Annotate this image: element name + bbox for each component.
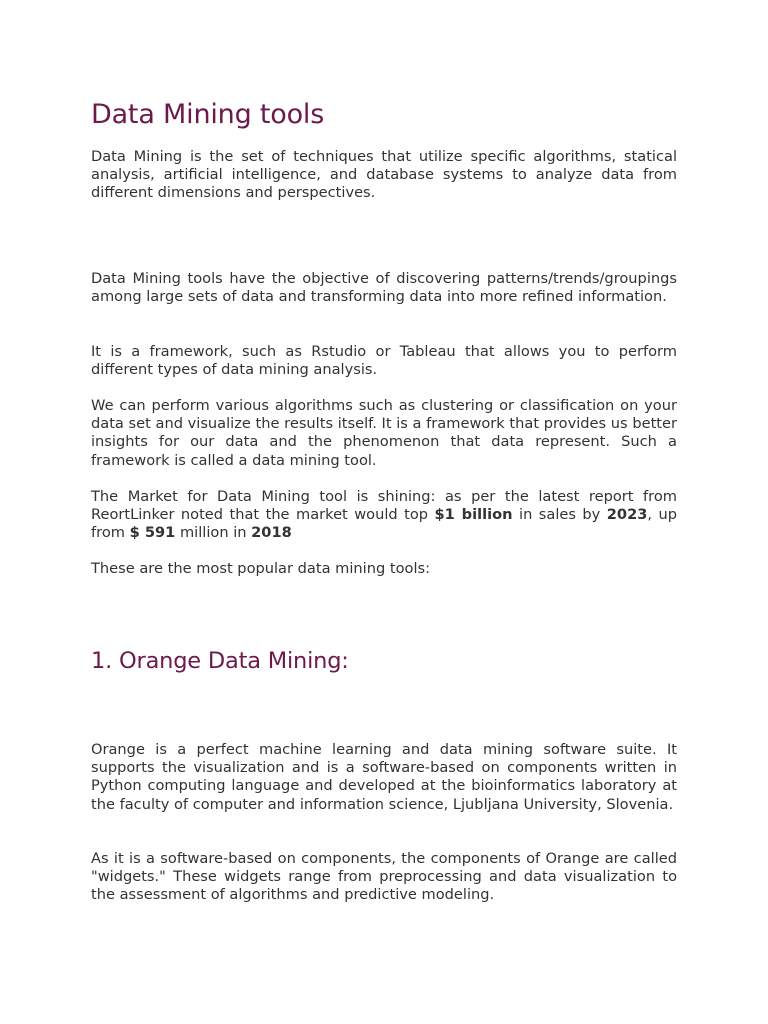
popular-tools-paragraph: These are the most popular data mining tools: xyxy=(91,560,431,577)
algorithms-paragraph: We can perform various algorithms such as clustering or classification on your data set and visualize the results itself. It is a framework that provides us better insights for our data and the phenomenon that data represent. Such a framework is called a data mining tool. xyxy=(91,397,677,469)
market-text-2: in sales by xyxy=(512,506,607,524)
market-year-2018: 2018 xyxy=(251,524,292,542)
market-paragraph xyxy=(91,488,677,543)
page-title: Data Mining tools xyxy=(91,99,325,130)
orange-intro-paragraph: Orange is a perfect machine learning and data mining software suite. It supports the visualization and is a software-based on components written in Python computing language and developed at the bioinformatics laboratory at the faculty of computer and information science, Ljubljana University, Slovenia. xyxy=(91,741,677,813)
market-value-591: $ 591 xyxy=(129,524,176,542)
objective-paragraph: Data Mining tools have the objective of discovering patterns/trends/groupings among large sets of data and transforming data into more refined information. xyxy=(91,270,677,306)
market-text-4: million in xyxy=(175,524,252,542)
market-text-3: , up from xyxy=(91,506,677,542)
market-year-2023: 2023 xyxy=(606,506,648,524)
section-heading-orange: 1. Orange Data Mining: xyxy=(91,648,349,674)
market-value-billion: $1 billion xyxy=(434,506,513,524)
orange-widgets-paragraph: As it is a software-based on components, the components of Orange are called "widgets." These widgets range from preprocessing and data visualization to the assessment of algorithms and predictive modeling. xyxy=(91,850,677,904)
intro-paragraph: Data Mining is the set of techniques that utilize specific algorithms, statical analysis, artificial intelligence, and database systems to analyze data from different dimensions and perspectives. xyxy=(91,148,677,202)
framework-paragraph: It is a framework, such as Rstudio or Tableau that allows you to perform different types of data mining analysis. xyxy=(91,343,677,379)
market-text-1: The Market for Data Mining tool is shining: as per the latest report from ReortLinker noted that the market would top xyxy=(91,488,677,524)
